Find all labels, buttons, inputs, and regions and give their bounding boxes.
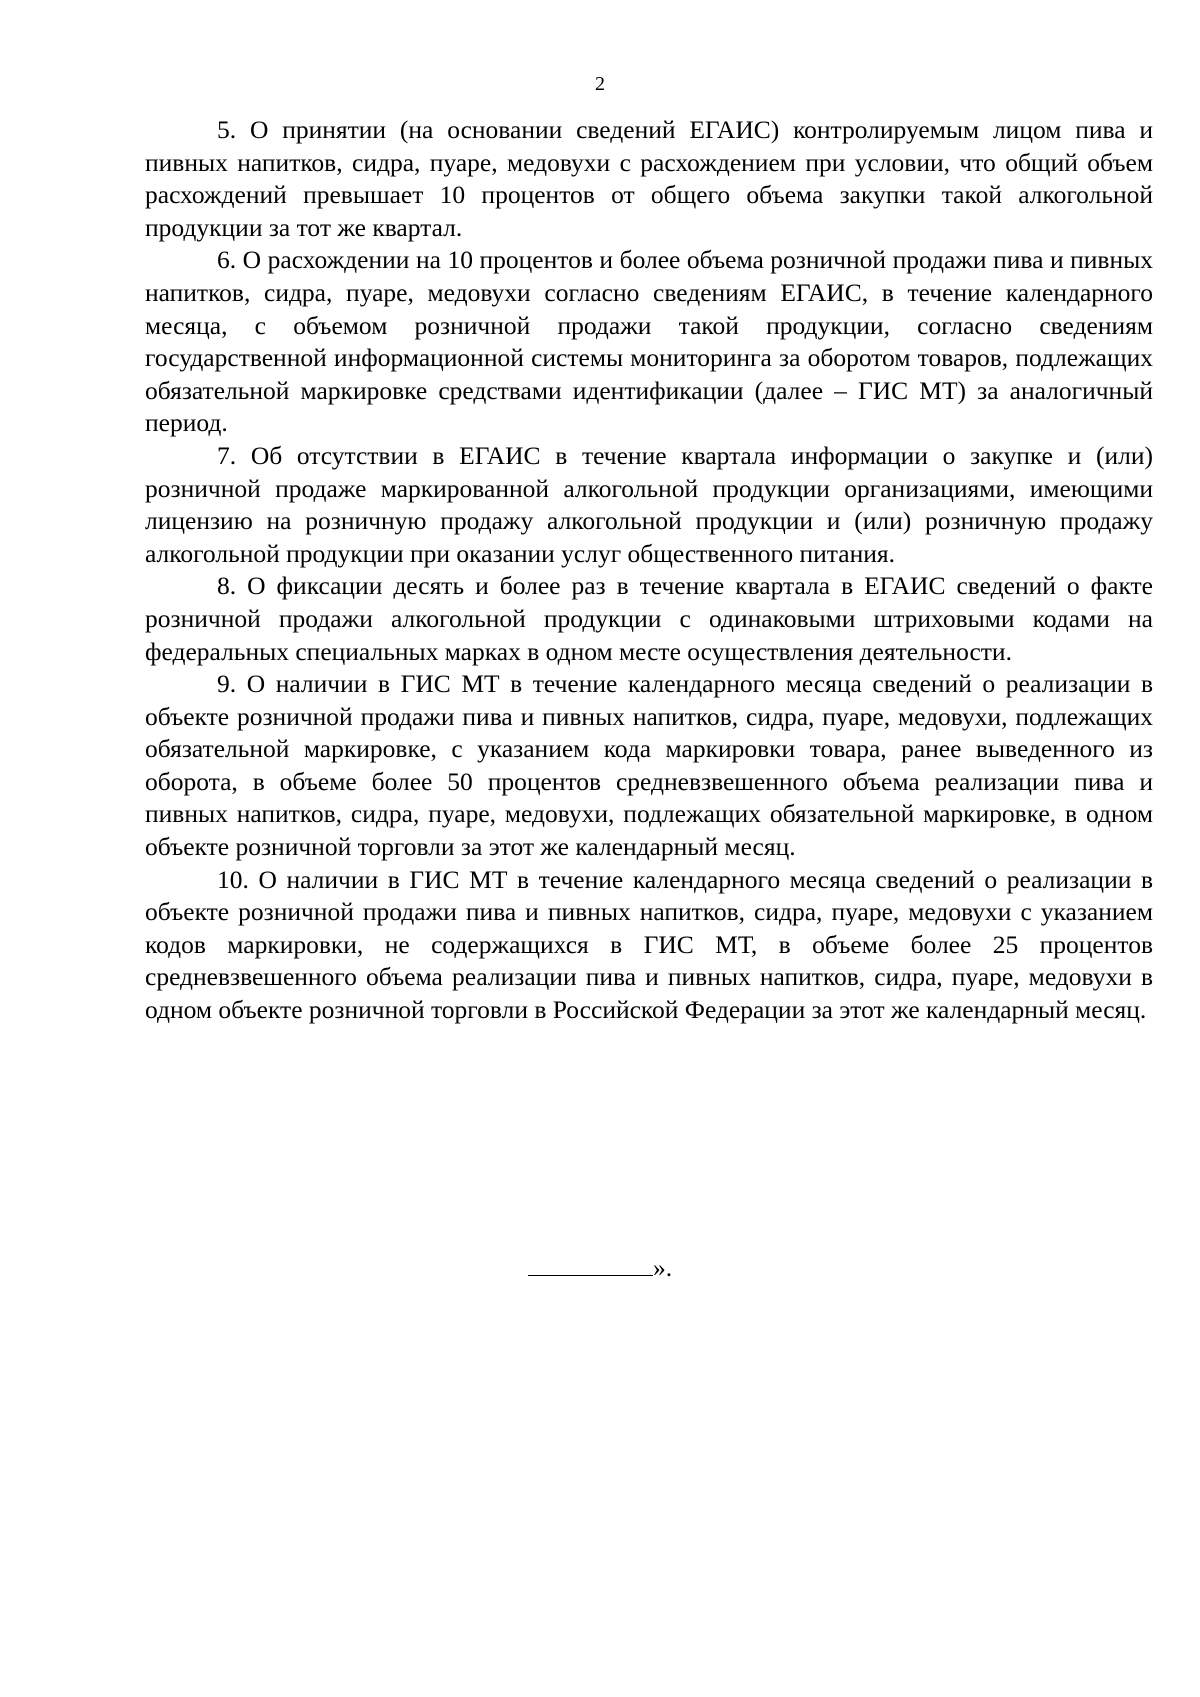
closing-line xyxy=(0,1252,1200,1284)
paragraph-item-7: 7. Об отсутствии в ЕГАИС в течение квартала информации о закупке и (или) розничной продаже маркированной алкогольной продукции организациями, имеющими лицензию на розничную продажу алкогольной продукции и (или) розничную продажу алкогольной продукции при оказании услуг общественного питания. xyxy=(145,440,1153,568)
paragraph-item-5: 5. О принятии (на основании сведений ЕГАИС) контролируемым лицом пива и пивных напитков, сидра, пуаре, медовухи с расхождением при условии, что общий объем расхождений превышает 10 процентов от общего объема закупки такой алкогольной продукции за тот же квартал. xyxy=(145,115,1153,242)
closing-underline xyxy=(528,1253,653,1276)
paragraph-item-10: 10. О наличии в ГИС МТ в течение календарного месяца сведений о реализации в объекте розничной продажи пива и пивных напитков, сидра, пуаре, медовухи с указанием кодов маркировки, не содержащихся в ГИС МТ, в объеме более 25 процентов средневзвешенного объема реализации пива и пивных напитков, сидра, пуаре, медовухи в одном объекте розничной торговли в Российской Федерации за этот же календарный месяц. xyxy=(145,864,1153,1025)
document-body xyxy=(145,114,1153,1027)
paragraph-item-6: 6. О расхождении на 10 процентов и более объема розничной продажи пива и пивных напитков, сидра, пуаре, медовухи согласно сведениям ЕГАИС, в течение календарного месяца, с объемом розничной продажи такой продукции, согласно сведениям государственной информационной системы мониторинга за оборотом товаров, подлежащих обязательной маркировке средствами идентификации (далее – ГИС МТ) за аналогичный период. xyxy=(145,245,1153,438)
closing-quote-mark: ». xyxy=(652,1253,673,1282)
paragraph-item-9: 9. О наличии в ГИС МТ в течение календарного месяца сведений о реализации в объекте розничной продажи пива и пивных напитков, сидра, пуаре, медовухи, подлежащих обязательной маркировке, с указанием кода маркировки товара, ранее выведенного из оборота, в объеме более 50 процентов средневзвешенного объема реализации пива и пивных напитков, сидра, пуаре, медовухи, подлежащих обязательной маркировке, в одном объекте розничной торговли за этот же календарный месяц. xyxy=(145,669,1153,862)
paragraph-item-8: 8. О фиксации десять и более раз в течение квартала в ЕГАИС сведений о факте розничной продажи алкогольной продукции с одинаковыми штриховыми кодами на федеральных специальных марках в одном месте осуществления деятельности. xyxy=(145,571,1153,666)
page-number: 2 xyxy=(595,73,605,95)
